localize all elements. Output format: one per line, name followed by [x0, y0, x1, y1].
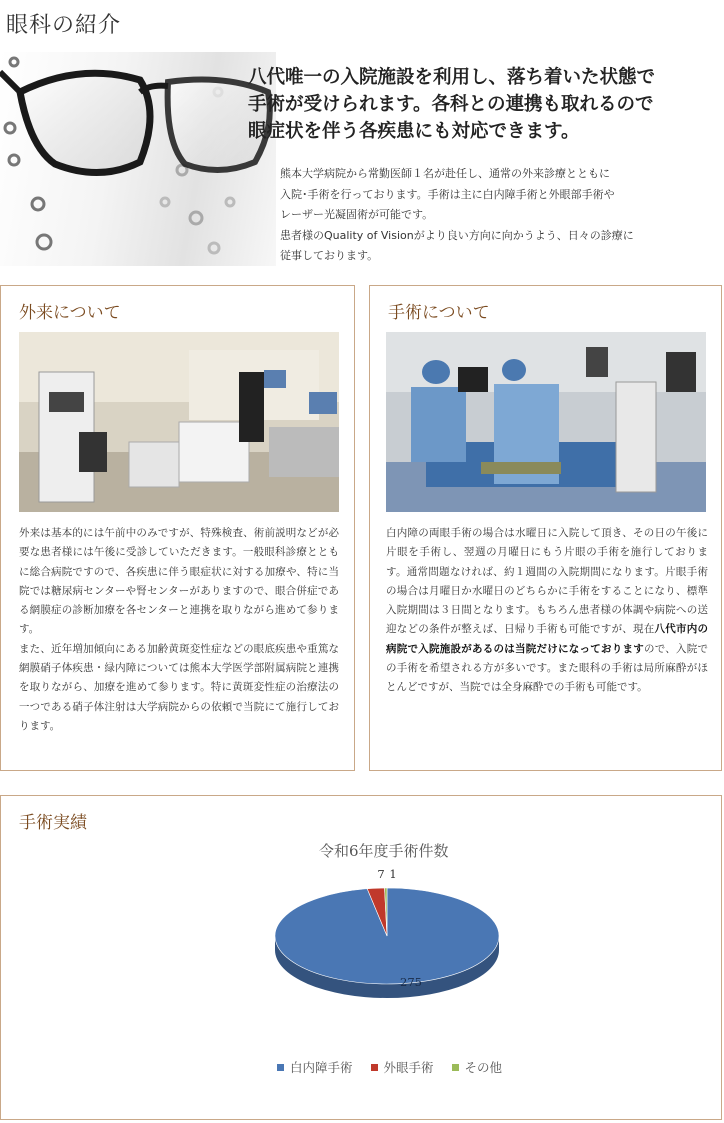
legend-item-other — [452, 1058, 503, 1076]
legend-swatch-cataract — [277, 1064, 284, 1071]
hero-lead-text: 八代唯一の入院施設を利用し、落ち着いた状態で 手術が受けられます。各科との連携も取れるので 眼症状を伴う各疾患にも対応できます。 — [248, 67, 656, 142]
outpatient-photo — [19, 332, 339, 512]
surgery-box — [369, 285, 722, 771]
legend-swatch-other — [452, 1064, 459, 1071]
legend-label-cataract: 白内障手術 — [290, 1060, 353, 1075]
hero-section — [0, 52, 724, 266]
hero-image-eyeglasses — [0, 52, 276, 266]
outpatient-box — [0, 285, 355, 771]
legend-item-cataract — [277, 1058, 353, 1076]
legend-swatch-external — [371, 1064, 378, 1071]
pie-label-other: 1 — [389, 867, 397, 881]
pie-label-external: 7 — [377, 867, 385, 881]
surgery-text: 白内障の両眼手術の場合は水曜日に入院して頂き、その日の午後に片眼を手術し、翌週の月曜日にもう片眼の手術を施行しております。通常問題なければ、約１週間の入院期間になります。片眼手術の場合は月曜日か水曜日のどちらかに手術をすることになり、標準入院期間は３日間となります。もちろん患者様の体調や病院への送迎などの条件が整えば、日帰り手術も可能ですが、現在八代市内の病院で入院施設があるのは当院だけになっておりますので、入院での手術を希望される方が多いです。また眼科の手術は局所麻酔がほとんどですが、当院では全身麻酔での手術も可能です。 — [386, 527, 709, 694]
hero-body-text: 熊本大学病院から常勤医師１名が赴任し、通常の外来診療とともに 入院･手術を行っております。手術は主に白内障手術と外眼部手術や レーザー光凝固術が可能です。 患者様のQuality of Visionがより良い方向に向かうよう、日々の診療に 従事しております。 — [280, 167, 634, 262]
chart-title: 令和6年度手術件数 — [319, 842, 449, 860]
chart-legend — [277, 1058, 502, 1076]
surgery-bold-note: 八代市内の病院で入院施設があるのは当院だけになっております — [386, 623, 709, 655]
results-box — [0, 795, 722, 1120]
pie-label-cataract: 275 — [400, 975, 422, 989]
legend-label-external: 外眼手術 — [383, 1060, 434, 1075]
outpatient-title: 外来について — [19, 303, 121, 323]
surgery-photo — [386, 332, 706, 512]
page-title: 眼科の紹介 — [6, 13, 122, 38]
legend-item-external — [371, 1058, 434, 1076]
legend-label-other: その他 — [464, 1060, 503, 1075]
outpatient-text: 外来は基本的には午前中のみですが、特殊検査、術前説明などが必要な患者様には午後に受診していただきます。一般眼科診療とともに総合病院ですので、各疾患に伴う眼症状に対する加療や、特に当院では糖尿病センターや腎センターがありますので、眼合併症である網膜症の診断加療を各センターと連携を取りながら進めて参ります。 また、近年増加傾向にある加齢黄斑変性症などの眼底疾患や重篤な網膜硝子体疾患・緑内障については熊本大学医学部附属病院と連携を取りながら、加療を進めて参ります。特に黄斑変性症の治療法の一つである硝子体注射は大学病院からの依頼で当院にて施行しております。 — [19, 527, 339, 732]
surgery-title: 手術について — [388, 303, 490, 323]
results-title: 手術実績 — [19, 813, 87, 833]
